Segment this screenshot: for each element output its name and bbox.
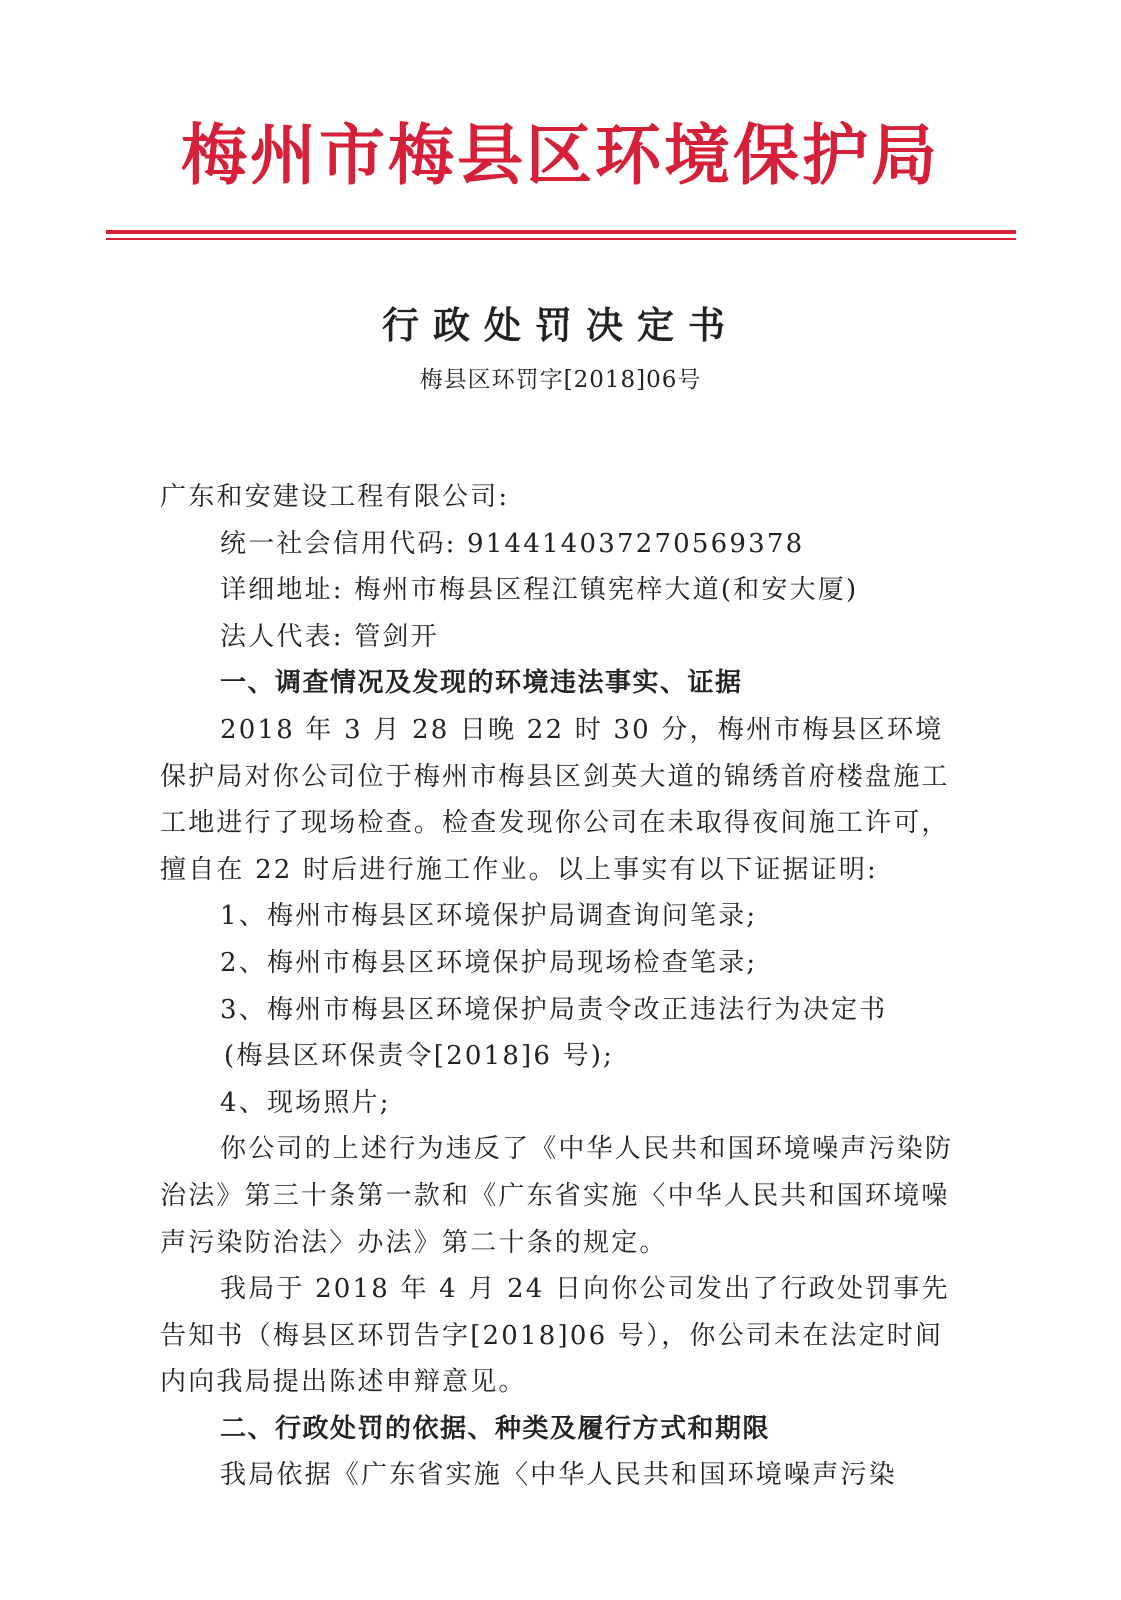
evidence-item: 1、梅州市梅县区环境保护局调查询问笔录;	[220, 901, 758, 932]
section1-paragraph: 2018 年 3 月 28 日晚 22 时 30 分，梅州市梅县区环境保护局对你公司位于梅州市梅县区剑英大道的锦绣首府楼盘施工工地进行了现场检查。检查发现你公司在未取得夜间施工许可，擅自在 22 时后进行施工作业。以上事实有以下证据证明:	[160, 714, 950, 885]
evidence-item-continuation: (梅县区环保责令[2018]6 号);	[224, 1041, 615, 1072]
document-number: 梅县区环罚字[2018]06号	[419, 367, 702, 393]
recipient-company: 广东和安建设工程有限公司:	[160, 482, 510, 512]
evidence-item: 2、梅州市梅县区环境保护局现场检查笔录;	[220, 947, 758, 978]
section1-paragraph: 你公司的上述行为违反了《中华人民共和国环境噪声污染防治法》第三十条第一款和《广东省实施〈中华人民共和国环境噪声污染防治法〉办法》第二十条的规定。	[160, 1134, 954, 1258]
document-body	[160, 474, 954, 1499]
header-divider-thick	[106, 230, 1016, 234]
section1-heading: 一、调查情况及发现的环境违法事实、证据	[220, 668, 743, 699]
recipient-address: 详细地址: 梅州市梅县区程江镇宪梓大道(和安大厦)	[220, 575, 859, 606]
section2-paragraph: 我局依据《广东省实施〈中华人民共和国环境噪声污染	[220, 1460, 897, 1491]
recipient-credit-code: 统一社会信用代码: 9144140372705693​78	[220, 528, 805, 559]
recipient-legal-rep: 法人代表: 管剑开	[220, 621, 439, 652]
evidence-item: 4、现场照片;	[220, 1087, 391, 1118]
evidence-item: 3、梅州市梅县区环境保护局责令改正违法行为决定书	[220, 994, 888, 1025]
document-title: 行政处罚决定书	[382, 304, 739, 347]
agency-header: 梅州市梅县区环境保护局	[181, 117, 940, 194]
section1-paragraph: 我局于 2018 年 4 月 24 日向你公司发出了行政处罚事先告知书（梅县区环罚告字[2018]06 号），你公司未在法定时间内向我局提出陈述申辩意见。	[160, 1274, 950, 1398]
header-divider-thin	[106, 238, 1016, 240]
section2-heading: 二、行政处罚的依据、种类及履行方式和期限	[220, 1413, 771, 1444]
